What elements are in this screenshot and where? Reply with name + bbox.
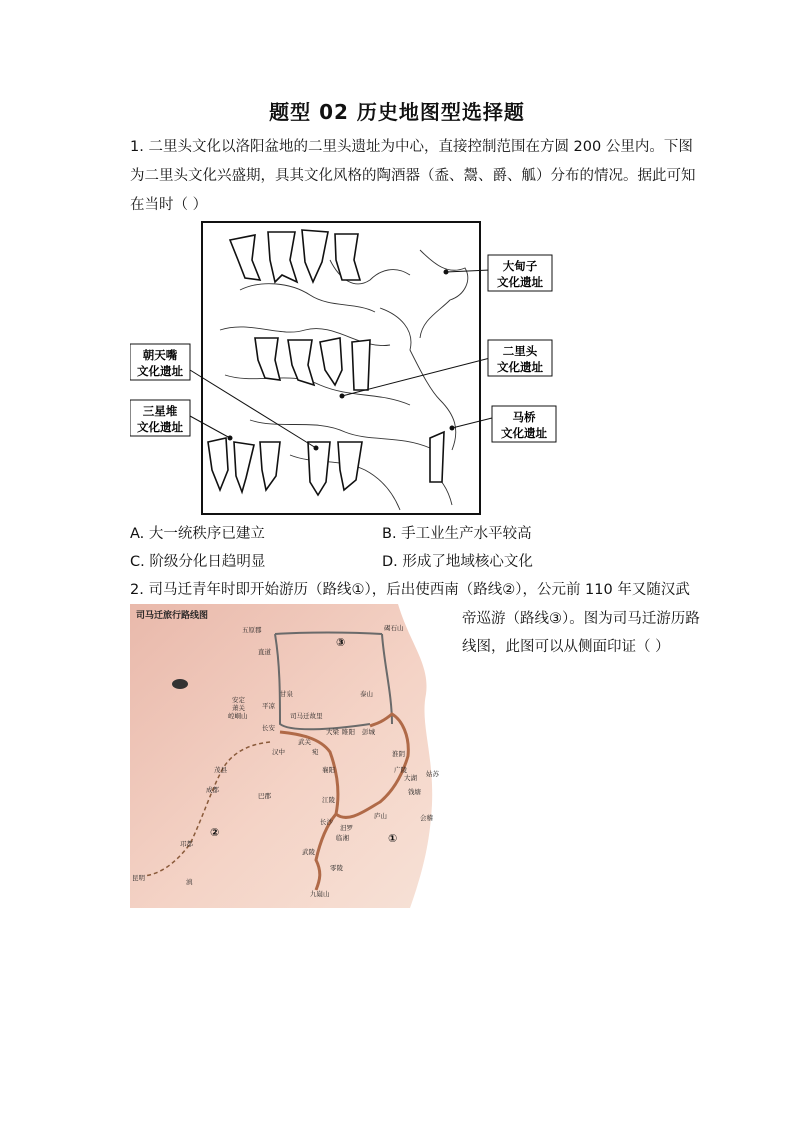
svg-text:庐山: 庐山 (374, 812, 387, 820)
svg-text:文化遗址: 文化遗址 (497, 275, 543, 289)
svg-text:淮阴: 淮阴 (392, 750, 405, 758)
svg-text:武关: 武关 (298, 738, 311, 746)
route-marker-2: ② (210, 826, 220, 839)
svg-text:长沙: 长沙 (320, 818, 333, 826)
svg-text:文化遗址: 文化遗址 (497, 360, 543, 374)
svg-text:大梁: 大梁 (326, 728, 339, 736)
svg-text:武陵: 武陵 (302, 848, 315, 856)
svg-text:临湘: 临湘 (336, 834, 349, 842)
svg-text:安定: 安定 (232, 696, 245, 704)
svg-text:大湖: 大湖 (404, 774, 417, 782)
svg-text:九嶷山: 九嶷山 (310, 890, 330, 898)
option-a[interactable]: A. 大一统秩序已建立 (130, 526, 265, 542)
label-dadianzi (488, 255, 552, 291)
page-title: 题型 02 历史地图型选择题 (269, 100, 525, 124)
question-1-options (130, 520, 700, 576)
svg-text:零陵: 零陵 (330, 864, 343, 872)
label-erlitou (488, 340, 552, 376)
svg-text:二里头: 二里头 (502, 344, 538, 358)
label-maqiao (492, 406, 556, 442)
question-2-text: 2. 司马迁青年时即开始游历（路线①），后出使西南（路线②），公元前 110 年又随汉武 (130, 582, 690, 598)
svg-text:马桥: 马桥 (512, 410, 536, 424)
svg-text:汨罗: 汨罗 (340, 824, 353, 832)
svg-text:文化遗址: 文化遗址 (137, 420, 183, 434)
svg-text:汉中: 汉中 (272, 748, 285, 756)
svg-text:萧关: 萧关 (232, 704, 245, 712)
label-sanxingdui (130, 400, 190, 436)
svg-text:崆峒山: 崆峒山 (228, 712, 248, 720)
svg-text:钱塘: 钱塘 (408, 788, 421, 796)
question-2-text-continued: 帝巡游（路线③）。图为司马迁游历路线图，此图可以从侧面印证（ ） (462, 611, 700, 655)
map-title: 司马迁旅行路线图 (136, 611, 209, 621)
svg-text:文化遗址: 文化遗址 (501, 426, 547, 440)
svg-text:茂县: 茂县 (214, 766, 227, 774)
svg-text:甘泉: 甘泉 (280, 690, 293, 698)
svg-text:文化遗址: 文化遗址 (137, 364, 183, 378)
svg-text:广陵: 广陵 (394, 766, 407, 774)
question-1-text: 1. 二里头文化以洛阳盆地的二里头遗址为中心，直接控制范围在方圆 200 公里内。下图为二里头文化兴盛期，具其文化风格的陶酒器（盉、鬶、爵、觚）分布的情况。据此可知在当时（ ） (130, 139, 696, 213)
route-marker-3: ③ (336, 636, 346, 649)
erlitou-distribution-map (130, 220, 560, 516)
svg-text:司马迁故里: 司马迁故里 (290, 712, 323, 720)
svg-text:平凉: 平凉 (262, 702, 275, 710)
svg-text:长安: 长安 (262, 724, 275, 732)
svg-text:五原郡: 五原郡 (242, 626, 262, 634)
svg-text:会稽: 会稽 (420, 814, 433, 822)
svg-text:姑苏: 姑苏 (426, 770, 439, 778)
svg-text:彭城: 彭城 (362, 728, 375, 736)
svg-text:三星堆: 三星堆 (142, 404, 178, 418)
svg-text:宛: 宛 (312, 748, 319, 756)
svg-text:直道: 直道 (258, 648, 271, 656)
svg-text:邛都: 邛都 (180, 840, 193, 848)
option-c[interactable]: C. 阶级分化日趋明显 (130, 554, 266, 570)
svg-text:襄阳: 襄阳 (322, 766, 335, 774)
option-d[interactable]: D. 形成了地域核心文化 (382, 554, 533, 570)
svg-text:江陵: 江陵 (322, 796, 335, 804)
svg-text:巴郡: 巴郡 (258, 792, 271, 800)
option-b[interactable]: B. 手工业生产水平较高 (382, 526, 532, 542)
svg-text:睢阳: 睢阳 (342, 728, 355, 736)
svg-text:成都: 成都 (206, 786, 219, 794)
svg-text:碣石山: 碣石山 (384, 624, 404, 632)
sima-qian-route-map (130, 604, 450, 908)
svg-text:昆明: 昆明 (132, 874, 145, 882)
svg-text:泰山: 泰山 (360, 690, 373, 698)
route-marker-1: ① (388, 832, 398, 845)
svg-text:朝天嘴: 朝天嘴 (142, 348, 178, 362)
label-chaotianzui (130, 344, 190, 380)
svg-text:滇: 滇 (186, 878, 193, 886)
svg-text:大甸子: 大甸子 (502, 259, 538, 273)
